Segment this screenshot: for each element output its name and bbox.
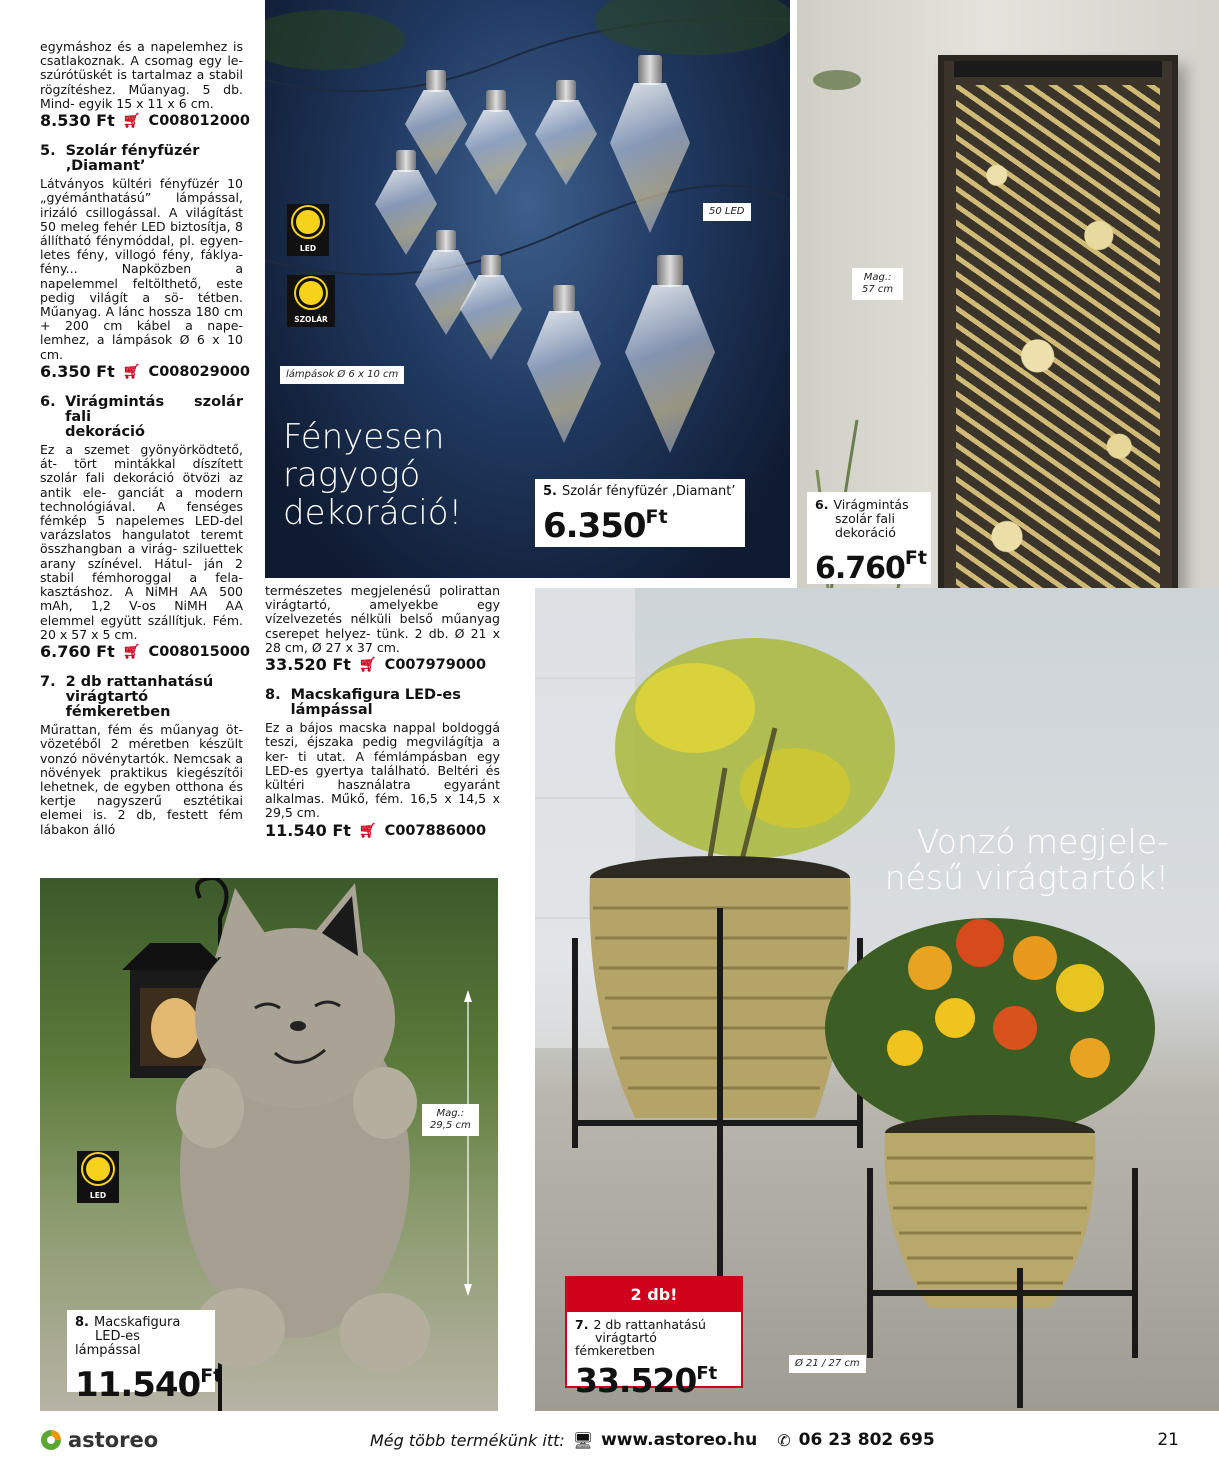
item-7-description-continued: természetes megjelenésű polirattan virágtartó, amelyekbe egy vízelvezetés nélküli belső műanyag cserepet helyez- tünk. 2 db. Ø 21 x 28 cm, Ø 27 x 37 cm.	[265, 583, 500, 655]
item-8-description: Ez a bájos macska nappal boldoggá teszi, éjszaka pedig megvilágítja a ker- ti utat. A fémlámpásban egy LED-es gyertya található. Beltéri és kültéri használatra egyaránt alkalmas. Műkő, fém. 16,5 x 14,5 x 29,5 cm.	[265, 720, 500, 821]
item-7-title-line1: 2 db rattanhatású	[65, 674, 214, 691]
sun-icon	[299, 281, 323, 305]
cat-box-number: 8.	[75, 1315, 89, 1330]
item-8-price: 11.540 Ft	[265, 820, 351, 840]
wall-price-box: 6. Virágmintás szolár fali dekoráció $6.760^{Ft}$	[807, 492, 931, 584]
item-6-code: C008015000	[148, 643, 250, 660]
item-5-title-line2: ‚Diamant’	[65, 158, 146, 175]
phone-icon: ✆	[777, 1430, 791, 1450]
item-6-title-line2: dekoráció	[65, 424, 145, 441]
cat-box-price: $11.540^{Ft}$	[75, 1365, 223, 1405]
item-7-number: 7.	[40, 674, 56, 691]
item-7-price: 33.520 Ft	[265, 655, 351, 675]
item-8-heading	[265, 688, 500, 718]
diamond-bulb	[527, 285, 601, 445]
solar-panel-top	[954, 61, 1162, 77]
planters-box-price: $33.520^{Ft}$	[575, 1361, 718, 1400]
intro-description: egymáshoz és a napelemhez is csatlakoznak. A csomag egy le- szúrótüskét is tartalmaz a stabil rögzítéshez. Műanyag. 5 db. Mind- egyik 15 x 11 x 6 cm.	[40, 39, 243, 111]
cat-price-box: 8. Macskafigura LED-es lámpással $11.540^{Ft}$	[67, 1310, 215, 1392]
item-6-heading	[40, 395, 243, 440]
cart-icon[interactable]: 🛒︎	[122, 643, 141, 660]
intro-price-line	[40, 111, 250, 131]
item-8-number: 8.	[265, 687, 281, 704]
item-7-title-line3: fémkeretben	[65, 704, 171, 721]
lights-size-label: lámpások Ø 6 x 10 cm	[280, 366, 404, 384]
lights-led-count-label: 50 LED	[703, 203, 751, 221]
cart-icon[interactable]: 🛒︎	[358, 822, 377, 839]
page-number: 21	[1157, 1430, 1179, 1450]
item-7-code: C007979000	[384, 657, 487, 674]
astoreo-logo-icon	[40, 1429, 62, 1451]
item-8-code: C007886000	[384, 822, 487, 839]
planters-photo	[535, 588, 1219, 1411]
item-5-price-line	[40, 361, 250, 381]
item-5-code: C008029000	[148, 363, 250, 380]
left-text-column	[40, 39, 250, 837]
item-5-description: Látványos kültéri fényfüzér 10 „gyémánthatású” lámpással, irizáló csillogással. A világítást 50 meleg fehér LED biztosítja, 8 állítható fénymóddal, pl. egyen- letes fény, villogó fény, fáklya- fény... Napközben a napelemmel feltölthető, este pedig világít a sö- tétben. Műanyag. A lánc hossza 180 cm + 200 cm kábel a nape- lemhez, a lámpások Ø 6 x 10 cm.	[40, 176, 243, 362]
lights-box-name: Szolár fényfüzér ‚Diamant’	[561, 484, 736, 499]
footer-contact	[370, 1430, 935, 1450]
led-badge: LED	[287, 204, 329, 256]
diamond-bulb	[535, 80, 597, 185]
intro-price: 8.530 Ft	[40, 111, 115, 131]
cart-icon[interactable]: 🛒︎	[358, 657, 377, 674]
item-7-title-line2: virágtartó	[65, 689, 149, 706]
diamond-bulb	[465, 90, 527, 195]
item-7-price-line	[265, 655, 500, 675]
item-6-title-line1: Virágmintás szolár fali	[65, 394, 243, 426]
lights-price-box	[535, 479, 745, 547]
page-footer	[0, 1418, 1219, 1480]
astoreo-logo: astoreo	[40, 1428, 158, 1452]
item-8-title-line1: Macskafigura LED-es	[290, 687, 461, 704]
phone-number[interactable]: 06 23 802 695	[798, 1430, 935, 1450]
cat-height-label: Mag.: 29,5 cm	[422, 1104, 479, 1136]
website-link[interactable]: www.astoreo.hu	[601, 1430, 758, 1450]
item-5-number: 5.	[40, 143, 56, 160]
item-8-price-line	[265, 820, 500, 840]
string-lights-photo	[265, 0, 790, 578]
wall-box-number: 6.	[815, 497, 829, 512]
diamond-bulb	[625, 255, 715, 455]
led-badge: LED	[77, 1151, 119, 1203]
lights-headline: Fényesen ragyogó dekoráció!	[283, 417, 463, 533]
item-6-price-line	[40, 641, 250, 661]
item-6-description: Ez a szemet gyönyörködtető, át- tört mintákkal díszített szolár fali dekoráció ötvözi az antik ele- ganciát a modern technológiával. A fenséges fémkép 5 napelemes LED-del varázslatos hangulatot teremt összhangban a virág- sziluettek arany színével. Hátul- ján 2 stabil fémhoroggal a fela- kasztáshoz. A NiMH AA 500 mAh, 1,2 V-os NiMH AA elemmel együtt szállítjuk. Fém. 20 x 57 x 5 cm.	[40, 442, 243, 642]
monitor-icon: 🖥︎	[572, 1430, 594, 1450]
diamond-bulb	[460, 255, 522, 360]
item-6-number: 6.	[40, 394, 56, 411]
item-8-title-line2: lámpással	[290, 702, 373, 719]
middle-text-column	[265, 584, 500, 854]
item-5-title-line1: Szolár fényfüzér	[65, 143, 200, 160]
item-7-heading	[40, 675, 243, 720]
cart-icon[interactable]: 🛒︎	[122, 113, 141, 130]
planters-price-box: 2 db! 7. 2 db rattanhatású virágtartó fémkeretben $33.520^{Ft}$	[565, 1276, 743, 1388]
sun-icon	[296, 210, 320, 234]
solar-badge: SZOLÁR	[287, 275, 335, 327]
cat-figure-photo	[40, 878, 498, 1411]
item-6-price: 6.760 Ft	[40, 641, 115, 661]
intro-code: C008012000	[148, 113, 250, 130]
lights-box-price: $6.350^{Ft}$	[543, 506, 668, 546]
two-pieces-ribbon: 2 db!	[567, 1278, 741, 1312]
item-5-heading	[40, 144, 243, 174]
lights-box-number: 5.	[543, 484, 557, 499]
cart-icon[interactable]: 🛒︎	[122, 363, 141, 380]
item-7-description: Műrattan, fém és műanyag öt- vözetéből 2 méretben készült vonzó növénytartók. Nemcsak a növények praktikus kiegészítői lehetnek, de egyben otthona és kertje nagyszerű esztétikai elemei is. 2 db, festett fém lábakon álló	[40, 722, 243, 837]
item-5-price: 6.350 Ft	[40, 361, 115, 381]
diamond-bulb	[610, 55, 690, 235]
planters-diameter-label: Ø 21 / 27 cm	[789, 1355, 866, 1373]
wall-height-label: Mag.: 57 cm	[852, 268, 903, 300]
sun-icon	[86, 1157, 110, 1181]
planters-headline: Vonzó megjele- nésű virágtartók!	[884, 822, 1169, 897]
wall-box-price: $6.760^{Ft}$	[815, 547, 927, 586]
more-products-label: Még több termékünk itt:	[370, 1430, 565, 1450]
planters-box-number: 7.	[575, 1317, 589, 1332]
